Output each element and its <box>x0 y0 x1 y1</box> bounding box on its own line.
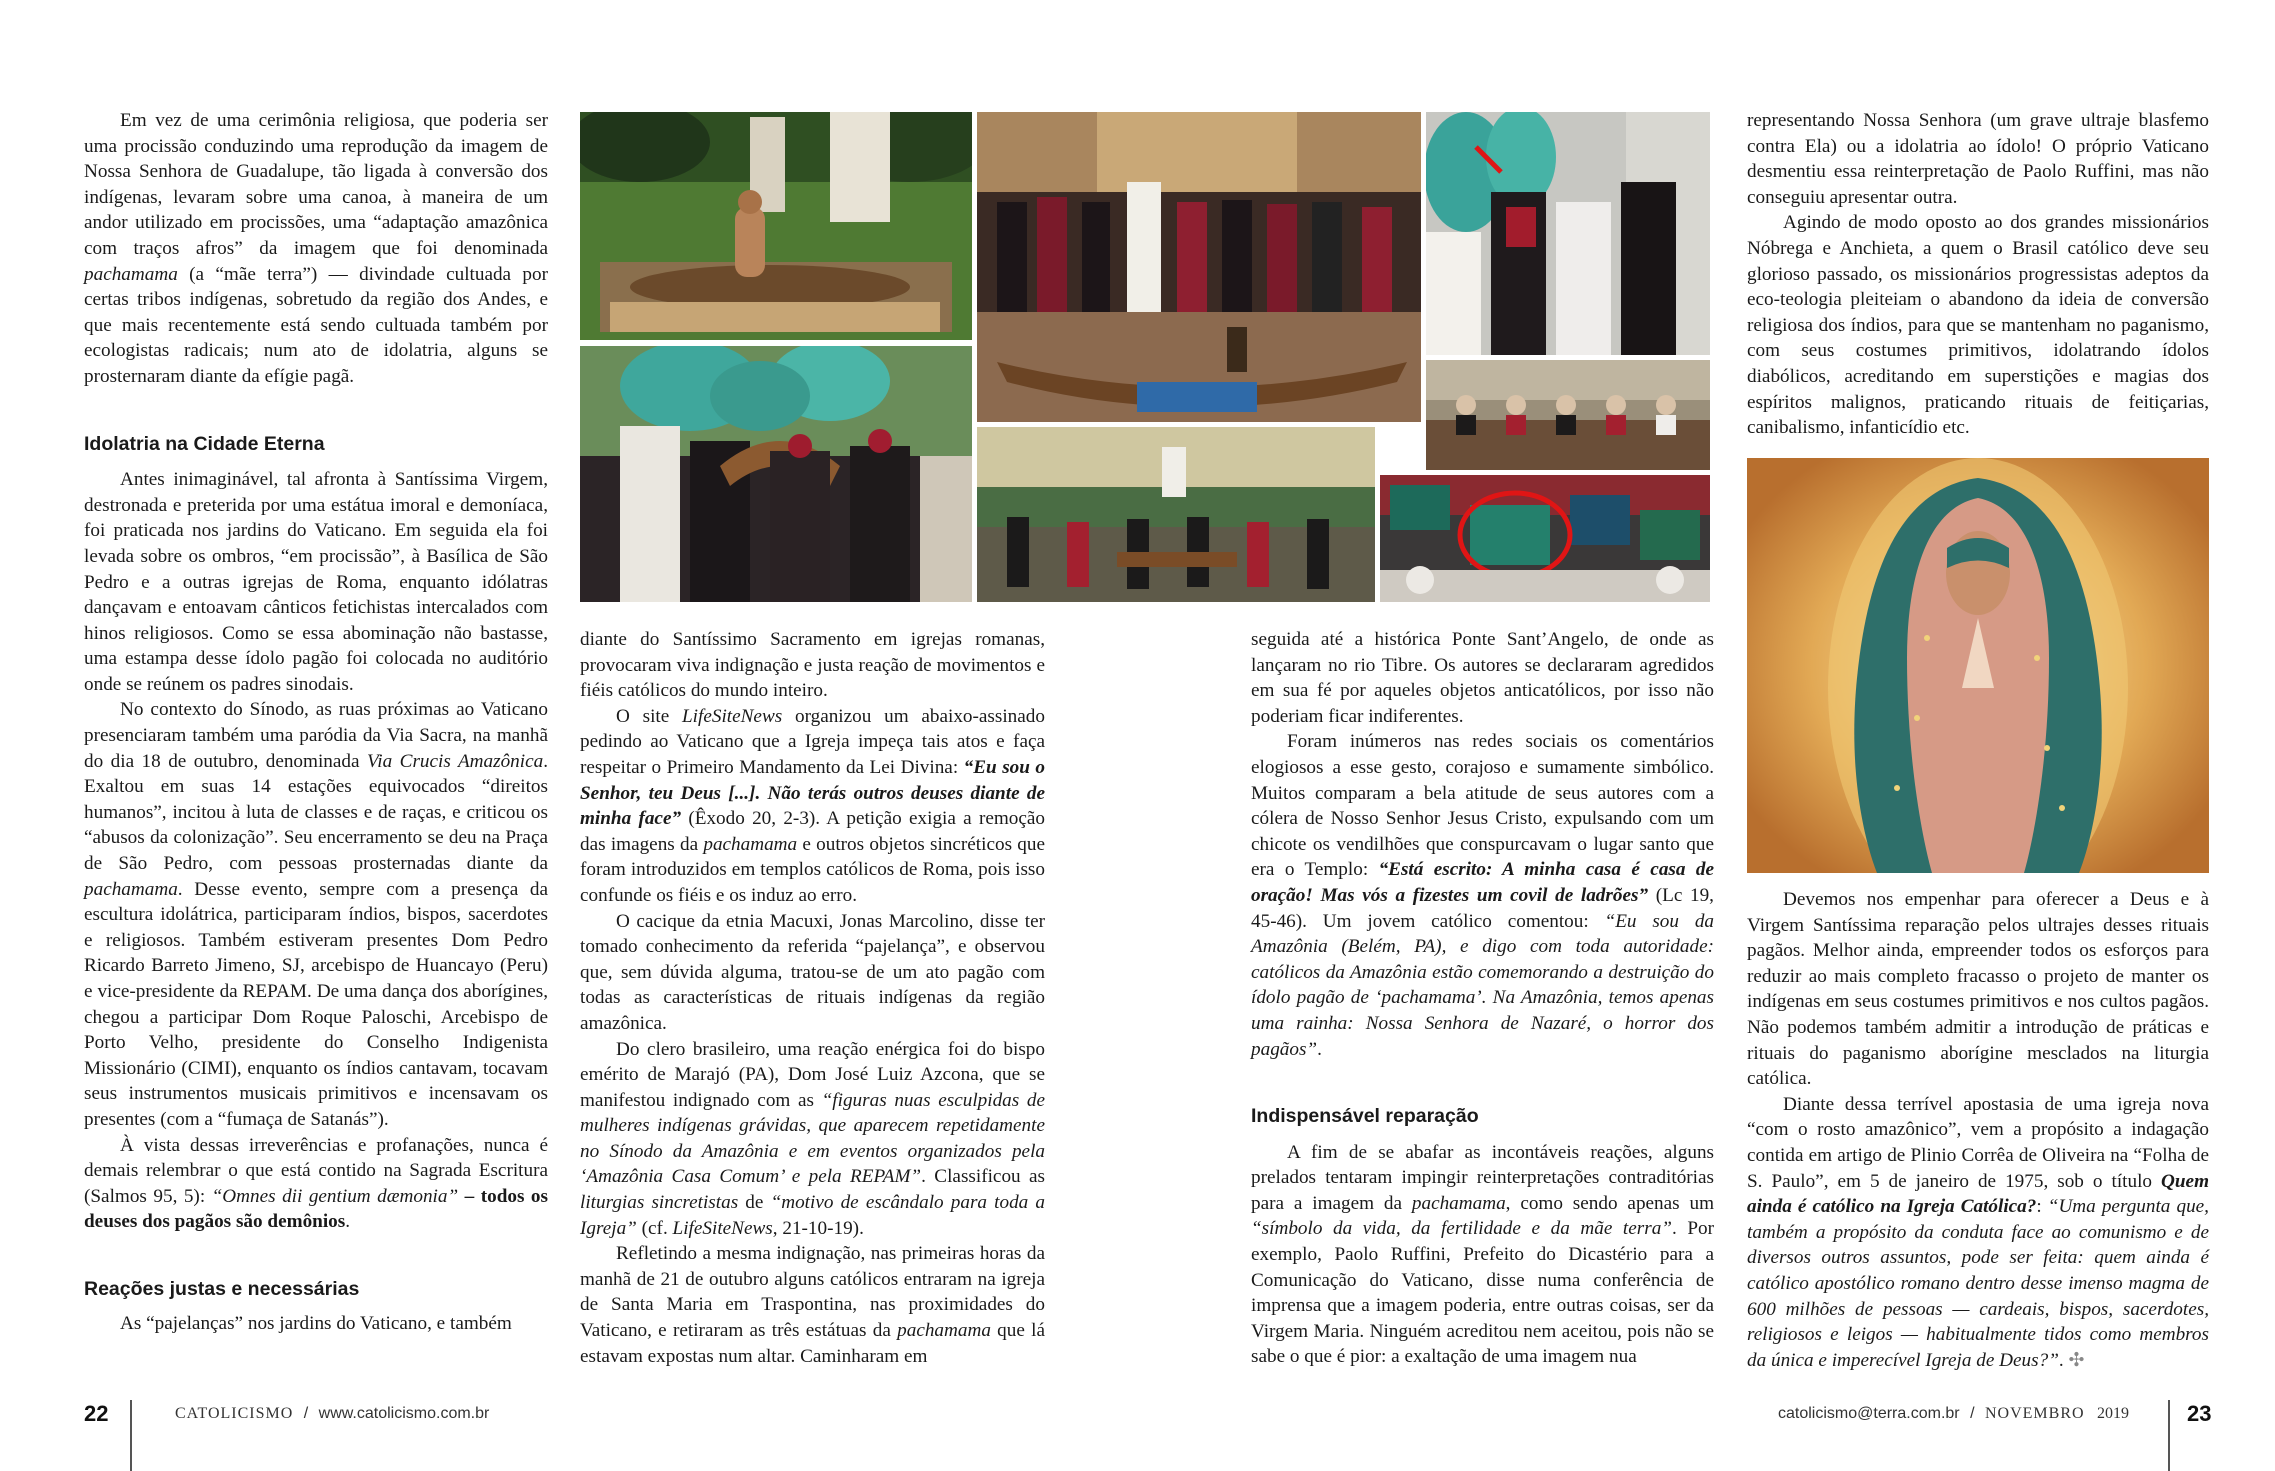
end-ornament-icon: ✣ <box>2068 1349 2085 1371</box>
paragraph: Devemos nos empenhar para oferecer a Deus e à Virgem Santíssima reparação pelos ultrajes desses rituais pagãos. Melhor ainda, empreender todos os esforços para reduzir ao mais completo fracasso o projeto de manter os indígenas em seus costumes primitivos e nos cultos pagãos. Não podemos também admitir a introdução de práticas e rituais do paganismo aborígine mesclados na liturgia católica. <box>1747 889 2209 1090</box>
column-4-top <box>1747 108 2209 441</box>
paragraph: O cacique da etnia Macuxi, Jonas Marcolino, disse ter tomado conhecimento da referida “pajelança”, e observou que, sem dúvida alguma, tratou-se de um ato pagão com todas as características de rituais indígenas da região amazônica. <box>580 910 1045 1034</box>
magazine-name: CATOLICISMO <box>175 1405 294 1422</box>
paragraph: diante do Santíssimo Sacramento em igrejas romanas, provocaram viva indignação e justa reação de movimentos e fiéis católicos do mundo inteiro. <box>580 629 1045 702</box>
section-heading: Idolatria na Cidade Eterna <box>84 432 325 455</box>
email-link[interactable]: catolicismo@terra.com.br <box>1778 1405 1960 1422</box>
paragraph: As “pajelanças” nos jardins do Vaticano, e também <box>120 1312 512 1334</box>
photo-canoe-statue-garden <box>580 112 972 340</box>
photo-bishops-carrying-canoe <box>580 346 972 602</box>
column-3 <box>1251 627 1714 1370</box>
paragraph: Antes inimaginável, tal afronta à Santíssima Virgem, destronada e preterida por uma estátua imoral e demoníaca, foi praticada nos jardins do Vaticano. Em seguida ela foi levada sobre os ombros, “em procissão”, à Basílica de São Pedro e a outras igrejas de Roma, enquanto idólatras dançavam e entoavam cânticos fetichistas intercalados com hinos religiosos. Como se essa abominação não bastasse, uma estampa desse ídolo pagão foi colocada no auditório onde se reúnem os padres sinodais. <box>84 469 548 695</box>
column-2 <box>580 627 1045 1369</box>
column-4-bottom <box>1747 887 2209 1373</box>
issue-year: 2019 <box>2097 1405 2129 1422</box>
footer-divider-left <box>130 1400 132 1471</box>
section-heading: Reações justas e necessárias <box>84 1277 360 1300</box>
footer-left: CATOLICISMO / www.catolicismo.com.br <box>175 1405 490 1422</box>
paragraph: No contexto do Sínodo, as ruas próximas ao Vaticano presenciaram também uma paródia da Via Sacra, na manhã do dia 18 de outubro, denominada Via Crucis Amazônica. Exaltou em suas 14 estações equivocados “direitos humanos”, incitou à luta de classes e de raças, e criticou os “abusos da colonização”. Seu encerramento se deu na Praça de São Pedro, com pessoas prosternadas diante da pachamama. Desse evento, sempre com a presença da escultura idolátrica, participaram índios, bispos, sacerdotes e religiosos. Também estiveram presentes Dom Pedro Ricardo Barreto Jimeno, SJ, arcebispo de Huancayo (Peru) e vice-presidente da REPAM. De uma dança dos aborígines, chegou a participar Dom Roque Paloschi, Arcebispo de Porto Velho, presidente do Conselho Indigenista Missionário (CIMI), enquanto os índios cantavam, tocavam seus instrumentos musicais primitivos e incensavam os presentes (com a “fumaça de Satanás”). <box>84 699 549 1130</box>
paragraph: A fim de se abafar as incontáveis reações, alguns prelados tentaram impingir reinterpretações contraditórias para a imagem da pachamama, como sendo apenas um “símbolo da vida, da fertilidade e da mãe terra”. Por exemplo, Paolo Ruffini, Prefeito do Dicastério para a Comunicação do Vaticano, disse numa conferência de imprensa que a imagem poderia, entre outras coisas, ser da Virgem Maria. Ninguém acreditou nem aceitou, pois não se sabe o que é pior: a exaltação de uma imagem nua <box>1251 1141 1715 1368</box>
footer-right: catolicismo@terra.com.br / NOVEMBRO 2019 <box>1778 1405 2129 1422</box>
paragraph: Refletindo a mesma indignação, nas primeiras horas da manhã de 21 de outubro alguns católicos entraram na igreja de Santa Maria em Traspontina, nas proximidades do Vaticano, e retiraram as três estátuas da pachamama que lá estavam expostas num altar. Caminharam em <box>580 1243 1045 1367</box>
photo-synod-hall <box>977 427 1375 602</box>
photo-synod-screens <box>1380 475 1710 602</box>
footer-divider-right <box>2168 1400 2170 1471</box>
page-number-right: 23 <box>2187 1401 2212 1426</box>
paragraph: Em vez de uma cerimônia religiosa, que poderia ser uma procissão conduzindo uma reprodução da imagem de Nossa Senhora de Guadalupe, tão ligada à conversão dos indígenas, levaram sobre uma canoa, à maneira de um andor utilizado em procissões, uma “adaptação amazônica com traços afros” da imagem que foi denominada pachamama (a “mãe terra”) — divindade cultuada por certas tribos indígenas, sobretudo da região dos Andes, e que mais recentemente está sendo cultuada também por ecologistas radicais; num ato de idolatria, alguns se prosternaram diante da efígie pagã. <box>84 110 548 387</box>
column-1 <box>84 108 548 1336</box>
paragraph: seguida até a histórica Ponte Sant’Angelo, de onde as lançaram no rio Tibre. Os autores se declararam agredidos em sua fé por aqueles objetos anticatólicos, por isso não poderiam ficar indiferentes. <box>1251 629 1714 727</box>
paragraph: Diante dessa terrível apostasia de uma igreja nova “com o rosto amazônico”, vem a propósito a indagação contida em artigo de Plinio Corrêa de Oliveira na “Folha de S. Paulo”, em 5 de janeiro de 1975, sob o título Quem ainda é católico na Igreja Católica?: “Uma pergunta que, também a propósito da conduta face ao comunismo e de diversos outros assuntos, pode ser feita: quem ainda é católico apostólico romano dentro desse imenso magma de 600 milhões de pessoas — cardeais, bispos, sacerdotes, religiosos e leigos — habitualmente tidos como membros da única e imperecível Igreja de Deus?”. ✣ <box>1747 1093 2209 1371</box>
section-heading: Indispensável reparação <box>1251 1105 1479 1128</box>
paragraph: Do clero brasileiro, uma reação enérgica foi do bispo emérito de Marajó (PA), Dom José Luiz Azcona, que se manifestou indignado com as “figuras nuas esculpidas de mulheres indígenas grávidas, que aparecem repetidamente no Sínodo da Amazônia e em eventos organizados pela ‘Amazônia Casa Comum’ e pela REPAM”. Classificou as liturgias sincretistas de “motivo de escândalo para toda a Igreja” (cf. LifeSiteNews, 21-10-19). <box>580 1038 1045 1239</box>
page-number-left: 22 <box>84 1401 109 1426</box>
paragraph: À vista dessas irreverências e profanações, nunca é demais relembrar o que está contido na Sagrada Escritura (Salmos 95, 5): “Omnes dii gentium dæmonia” – todos os deuses dos pagãos são demônios. <box>84 1134 548 1233</box>
paragraph: Agindo de modo oposto ao dos grandes missionários Nóbrega e Anchieta, a quem o Brasil católico deve seu glorioso passado, os missionários progressistas adeptos da eco-teologia pleiteiam o abandono da ideia de conversão religiosa dos índios, para que se mantenham no paganismo, com seus costumes primitivos, idolatrando ídolos diabólicos, acreditando em superstições e magias dos espíritos malignos, praticando rituais de feitiçarias, canibalismo, infanticídio etc. <box>1747 212 2209 439</box>
paragraph: Foram inúmeros nas redes sociais os comentários elogiosos a esse gesto, corajoso e sumamente simbólico. Muitos comparam a bela atitude de seus autores com a cólera de Nosso Senhor Jesus Cristo, expulsando com um chicote os vendilhões que conspurcavam o lugar santo que era o Templo: “Está escrito: A minha casa é casa de oração! Mas vós a fizestes um covil de ladrões” (Lc 19, 45-46). Um jovem católico comentou: “Eu sou da Amazônia (Belém, PA), e digo com toda autoridade: católicos da Amazônia estão comemorando a destruição do ídolo pagão de ‘pachamama’. Na Amazônia, temos apenas uma rainha: Nossa Senhora de Nazaré, o horror dos pagãos”. <box>1251 731 1715 1060</box>
issue-month: NOVEMBRO <box>1984 1405 2085 1422</box>
paragraph: O site LifeSiteNews organizou um abaixo-assinado pedindo ao Vaticano que a Igreja impeça tais atos e faça respeitar o Primeiro Mandamento da Lei Divina: “Eu sou o Senhor, teu Deus [...]. Não terás outros deuses diante de minha face” (Êxodo 20, 2-3). A petição exigia a remoção das imagens da pachamama e outros objetos sincréticos que foram introduzidos em templos católicos de Roma, pois isso confunde os fiéis e os induz ao erro. <box>580 705 1046 906</box>
photo-synod-table <box>1426 360 1710 470</box>
website-link[interactable]: www.catolicismo.com.br <box>318 1405 490 1422</box>
photo-pope-procession <box>1426 112 1710 355</box>
photo-pope-basilica-canoe <box>977 112 1421 422</box>
photo-our-lady-of-guadalupe <box>1747 458 2209 873</box>
paragraph: representando Nossa Senhora (um grave ultraje blasfemo contra Ela) ou a idolatria ao ídolo! O próprio Vaticano desmentiu essa reinterpretação de Paolo Ruffini, mas não conseguiu apresentar outra. <box>1747 110 2209 208</box>
